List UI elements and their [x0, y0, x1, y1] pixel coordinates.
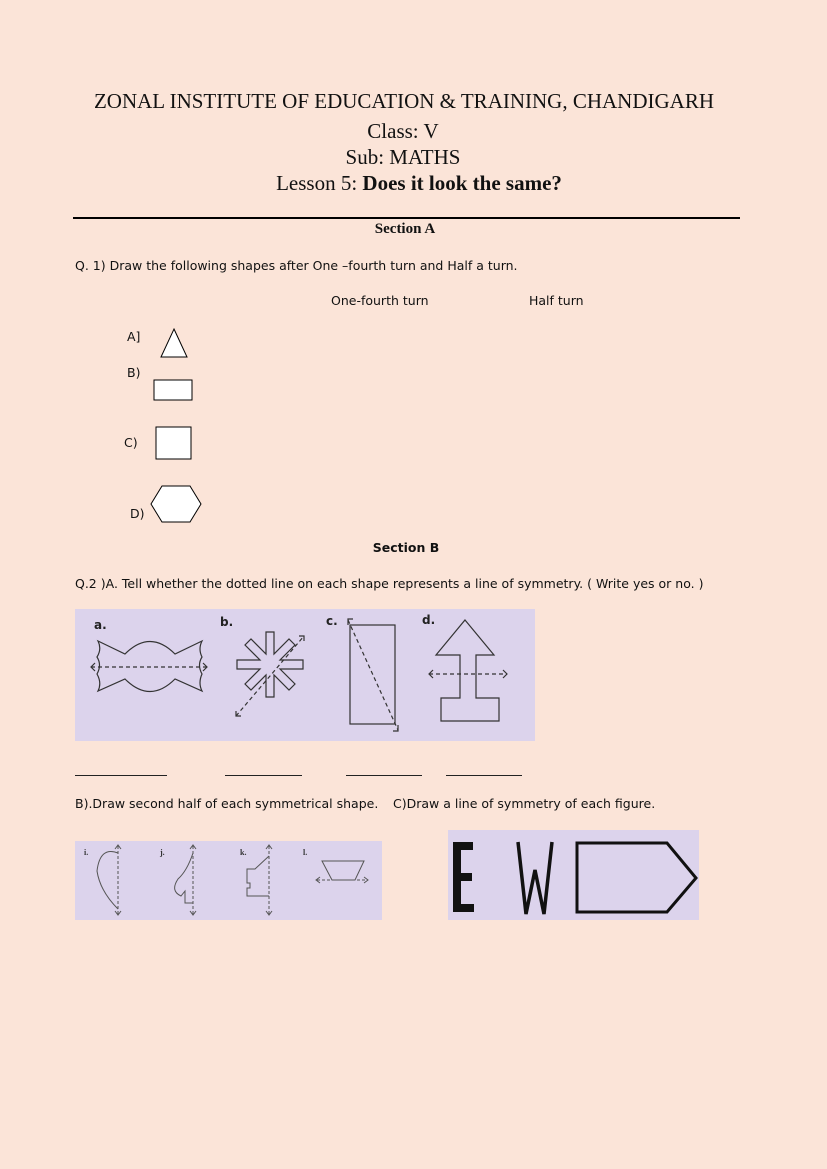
square-shape — [155, 426, 192, 461]
figure-label-a: a. — [94, 618, 107, 632]
shape-label-b: B) — [127, 365, 141, 380]
question-2a: Q.2 )A. Tell whether the dotted line on each shape represents a line of symmetry. ( Write yes or no. ) — [75, 576, 704, 591]
half-leaf-figure — [97, 845, 121, 915]
header-divider — [73, 217, 740, 219]
class-label: Class: V — [367, 119, 439, 143]
half-building-figure — [247, 845, 272, 915]
half-spade-figure — [175, 845, 196, 915]
figure-label-i: i. — [84, 848, 89, 857]
letter-e-figure — [453, 842, 474, 912]
column-header-one-fourth: One-fourth turn — [331, 293, 429, 308]
letter-w-figure — [518, 842, 552, 914]
subject-label: Sub: MATHS — [345, 145, 461, 169]
figure-label-k: k. — [240, 848, 247, 857]
section-a-title: Section A — [374, 221, 436, 237]
star-figure — [236, 632, 304, 716]
rectangle-shape — [153, 379, 194, 402]
column-header-half: Half turn — [529, 293, 584, 308]
figure-label-j: j. — [160, 848, 165, 857]
arrow-pentagon-figure — [577, 843, 696, 912]
question-1: Q. 1) Draw the following shapes after One –fourth turn and Half a turn. — [75, 258, 518, 273]
hexagon-shape — [150, 485, 202, 524]
figure-label-b: b. — [220, 615, 234, 629]
shape-label-a: A] — [127, 329, 141, 344]
lesson-title: Does it look the same? — [362, 171, 562, 195]
shape-label-d: D) — [130, 506, 145, 521]
figure-label-l: l. — [303, 848, 308, 857]
question-2c: C)Draw a line of symmetry of each figure. — [393, 796, 656, 811]
rectangle-diagonal-figure — [348, 619, 398, 731]
candy-figure — [91, 641, 207, 692]
lesson-heading — [0, 171, 827, 196]
figure-label-c: c. — [326, 614, 338, 628]
answer-blank-a[interactable] — [75, 775, 167, 776]
institute-title: ZONAL INSTITUTE OF EDUCATION & TRAINING, CHANDIGARH — [93, 89, 715, 113]
half-trapezoid-figure — [316, 861, 368, 883]
section-b-title: Section B — [372, 540, 440, 555]
lesson-prefix: Lesson 5: — [276, 171, 363, 195]
answer-blank-b[interactable] — [225, 775, 302, 776]
arrow-figure — [429, 620, 507, 721]
half-shapes-panel — [75, 841, 382, 920]
letter-figures-panel — [448, 830, 699, 920]
shape-label-c: C) — [124, 435, 138, 450]
answer-blank-d[interactable] — [446, 775, 522, 776]
question-2b: B).Draw second half of each symmetrical shape. — [75, 796, 379, 811]
figure-label-d: d. — [422, 613, 436, 627]
triangle-shape — [159, 327, 189, 359]
answer-blank-c[interactable] — [346, 775, 422, 776]
symmetry-figures-panel — [75, 609, 535, 741]
